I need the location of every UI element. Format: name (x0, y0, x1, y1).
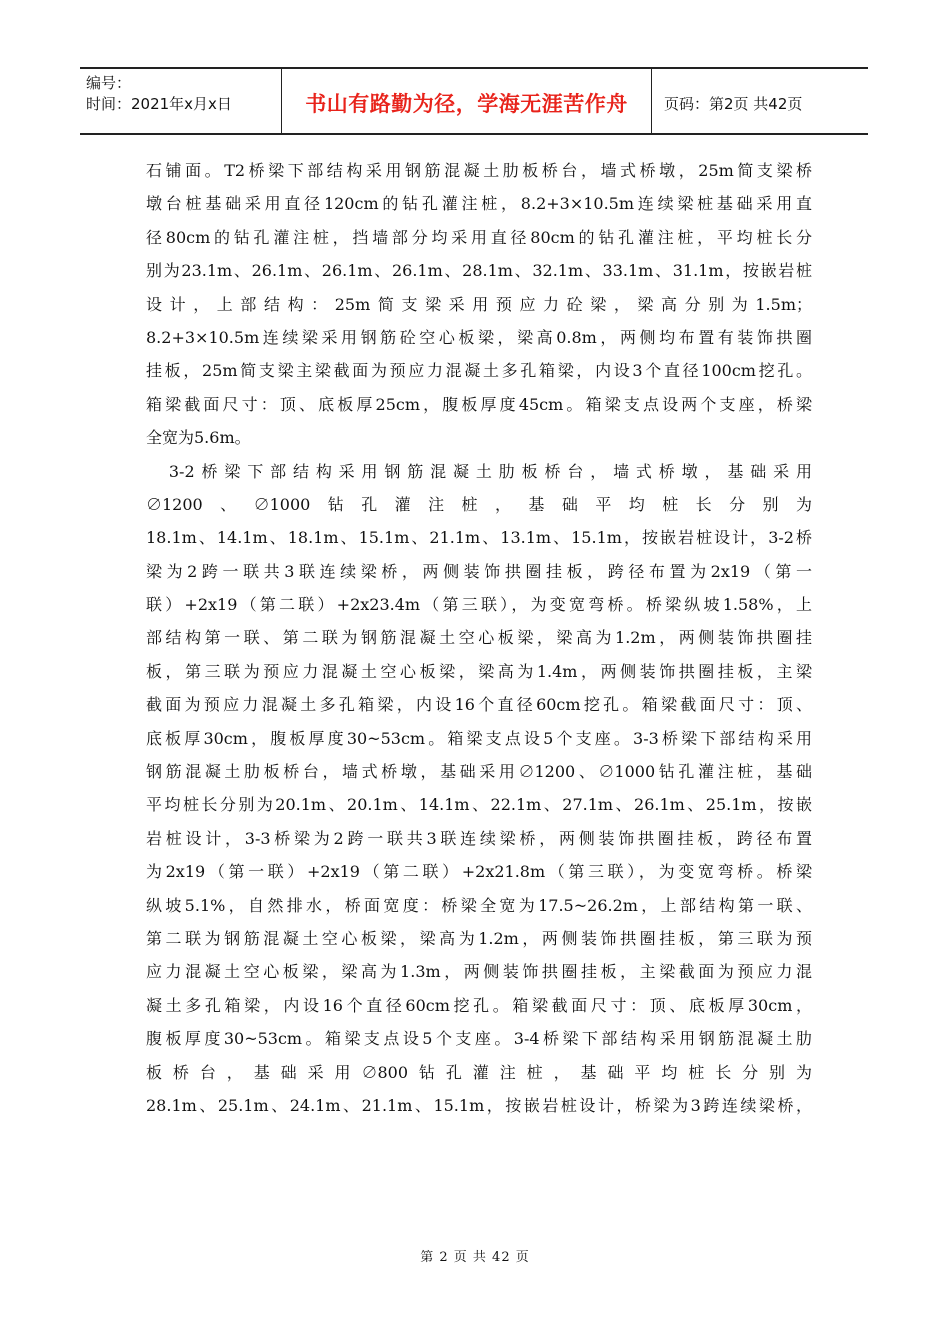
body-line: ∅1200、∅1000钻孔灌注桩，基础平均桩长分别为 (146, 494, 812, 514)
header-meta (80, 69, 282, 133)
body-line: 设计，上部结构：25m简支梁采用预应力砼梁，梁高分别为1.5m； (146, 294, 812, 314)
header-motto: 书山有路勤为径，学海无涯苦作舟 (282, 69, 652, 133)
body-line: 联）+2x19（第二联）+2x23.4m（第三联），为变宽弯桥。桥梁纵坡1.58%，上 (146, 595, 812, 615)
header-page-info: 页码：第2页 共42页 (664, 94, 803, 113)
body-line: 别为23.1m、26.1m、26.1m、26.1m、28.1m、32.1m、33.1m、31.1m，按嵌岩桩 (146, 261, 812, 281)
body-line: 全宽为5.6m。 (146, 428, 251, 448)
body-line: 梁为2跨一联共3联连续梁桥，两侧装饰拱圈挂板，跨径布置为2x19（第一 (146, 561, 812, 581)
body-line: 挂板，25m简支梁主梁截面为预应力混凝土多孔箱梁，内设3个直径100cm挖孔。 (146, 361, 812, 381)
body-line: 部结构第一联、第二联为钢筋混凝土空心板梁，梁高为1.2m，两侧装饰拱圈挂 (146, 628, 812, 648)
body-line: 凝土多孔箱梁，内设16个直径60cm挖孔。箱梁截面尺寸：顶、底板厚30cm， (146, 995, 812, 1015)
body-line: 为2x19（第一联）+2x19（第二联）+2x21.8m（第三联），为变宽弯桥。桥梁 (146, 862, 812, 882)
body-line: 纵坡5.1%，自然排水，桥面宽度：桥梁全宽为17.5~26.2m，上部结构第一联、 (146, 895, 812, 915)
body-line: 墩台桩基础采用直径120cm的钻孔灌注桩，8.2+3×10.5m连续梁桩基础采用直 (146, 194, 812, 214)
body-line: 平均桩长分别为20.1m、20.1m、14.1m、22.1m、27.1m、26.1m、25.1m，按嵌 (146, 795, 812, 815)
document-time-label: 时间：2021年x月x日 (86, 95, 232, 113)
body-line: 箱梁截面尺寸：顶、底板厚25cm，腹板厚度45cm。箱梁支点设两个支座，桥梁 (146, 394, 812, 414)
body-line: 18.1m、14.1m、18.1m、15.1m、21.1m、13.1m、15.1m，按嵌岩桩设计，3-2桥 (146, 528, 812, 548)
body-line: 应力混凝土空心板梁，梁高为1.3m，两侧装饰拱圈挂板，主梁截面为预应力混 (146, 962, 812, 982)
body-line: 28.1m、25.1m、24.1m、21.1m、15.1m，按嵌岩桩设计，桥梁为3跨连续梁桥， (146, 1095, 812, 1115)
body-line: 8.2+3×10.5m连续梁采用钢筋砼空心板梁，梁高0.8m，两侧均布置有装饰拱圈 (146, 327, 812, 347)
body-line: 径80cm的钻孔灌注桩，挡墙部分均采用直径80cm的钻孔灌注桩，平均桩长分 (146, 227, 812, 247)
page-header (80, 67, 868, 135)
body-line: 腹板厚度30~53cm。箱梁支点设5个支座。3-4桥梁下部结构采用钢筋混凝土肋 (146, 1029, 812, 1049)
body-line: 第二联为钢筋混凝土空心板梁，梁高为1.2m，两侧装饰拱圈挂板，第三联为预 (146, 928, 812, 948)
body-line: 钢筋混凝土肋板桥台，墙式桥墩，基础采用∅1200、∅1000钻孔灌注桩，基础 (146, 762, 812, 782)
body-line: 底板厚30cm，腹板厚度30~53cm。箱梁支点设5个支座。3-3桥梁下部结构采用 (146, 728, 812, 748)
document-body (146, 154, 812, 1122)
body-line: 板，第三联为预应力混凝土空心板梁，梁高为1.4m，两侧装饰拱圈挂板，主梁 (146, 661, 812, 681)
body-line: 岩桩设计，3-3桥梁为2跨一联共3联连续梁桥，两侧装饰拱圈挂板，跨径布置 (146, 828, 812, 848)
document-number-label: 编号： (86, 74, 132, 92)
body-line: 石铺面。T2桥梁下部结构采用钢筋混凝土肋板桥台，墙式桥墩，25m简支梁桥 (146, 161, 812, 180)
body-line: 3-2桥梁下部结构采用钢筋混凝土肋板桥台，墙式桥墩，基础采用 (146, 461, 812, 481)
body-line: 板桥台，基础采用∅800钻孔灌注桩，基础平均桩长分别为 (146, 1062, 812, 1082)
body-line: 截面为预应力混凝土多孔箱梁，内设16个直径60cm挖孔。箱梁截面尺寸：顶、 (146, 695, 812, 715)
page-footer: 第 2 页 共 42 页 (420, 1250, 530, 1265)
